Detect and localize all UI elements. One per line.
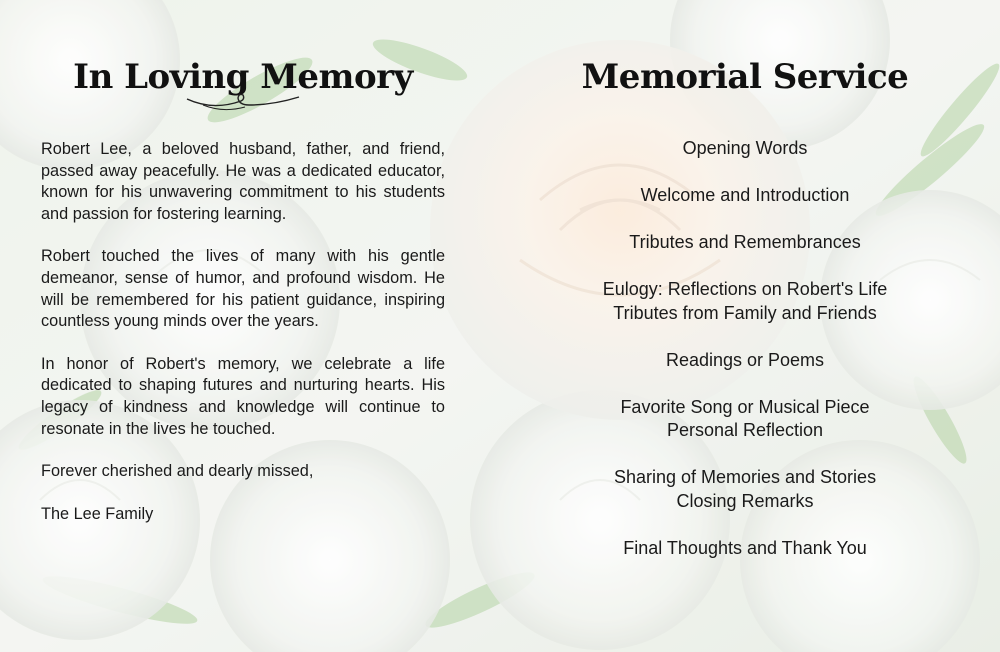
program-item: Favorite Song or Musical Piece <box>620 396 870 417</box>
program-group <box>545 184 945 208</box>
program-item: Welcome and Introduction <box>640 185 850 205</box>
program-group <box>545 349 945 373</box>
service-program <box>545 137 945 560</box>
program-group <box>545 396 945 443</box>
program-item: Eulogy: Reflections on Robert's Life <box>602 279 888 299</box>
program-item: Closing Remarks <box>676 490 814 511</box>
in-loving-memory-title: In Loving Memory <box>73 57 413 97</box>
memorial-service-panel <box>545 55 945 584</box>
program-item: Opening Words <box>682 138 808 158</box>
program-item: Tributes and Remembrances <box>629 232 861 252</box>
program-group <box>545 137 945 161</box>
obituary-paragraph-1: Robert Lee, a beloved husband, father, and friend, passed away peacefully. He was a dedicated educator, known for his unwavering commitment to his students and passion for fostering learning. <box>41 140 445 223</box>
program-item: Personal Reflection <box>666 420 824 440</box>
signature: The Lee Family <box>41 504 154 523</box>
obituary-text <box>41 139 445 525</box>
program-group <box>545 231 945 255</box>
program-item: Final Thoughts and Thank You <box>623 537 867 558</box>
program-group <box>545 466 945 513</box>
program-item: Tributes from Family and Friends <box>613 302 877 323</box>
memorial-service-title: Memorial Service <box>581 57 909 97</box>
closing-line: Forever cherished and dearly missed, <box>41 462 314 481</box>
obituary-paragraph-3: In honor of Robert's memory, we celebrate a life dedicated to shaping futures and nurturing hearts. His legacy of kindness and knowledge will continue to resonate in the lives he touched. <box>41 354 445 438</box>
program-group <box>545 537 945 561</box>
program-item: Sharing of Memories and Stories <box>613 467 877 487</box>
program-item: Readings or Poems <box>665 349 825 370</box>
obituary-paragraph-2: Robert touched the lives of many with his gentle demeanor, sense of humor, and profound wisdom. He will be remembered for his patient guidance, inspiring countless young minds over the years. <box>41 247 445 331</box>
obituary-panel <box>41 55 445 546</box>
program-group <box>545 278 945 325</box>
